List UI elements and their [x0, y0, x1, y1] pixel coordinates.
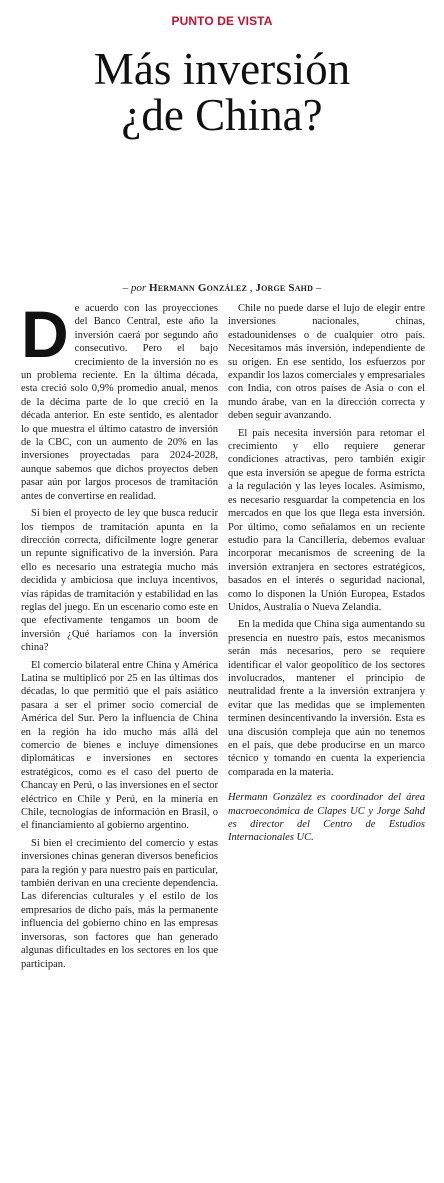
- article-paragraph: Si bien el crecimiento del comercio y estas inversiones chinas generan diversos beneficios para la región y para nuestro país en particular, también derivan en una creciente dependencia. Las diferencias culturales y el estilo de los empresarios de dicho país, más la permanente influencia del gobierno chino en las empresas inversoras, son factores que han generado algunas dificultades en los sectores en los que participan.: [21, 837, 218, 970]
- section-label: PUNTO DE VISTA: [171, 14, 273, 28]
- article-paragraph: Si bien el proyecto de ley que busca reducir los tiempos de tramitación apunta en la dirección correcta, difícilmente logre generar un repunte significativo de la inversión. Para ello es necesario una estrategia mucho más decidida y ambiciosa que incluya incentivos, vías rápidas de tramitación y estabilidad en las reglas del juego. En un escenario como este en que efectivamente tengamos un boom de inversión ¿Qué haríamos con la inversión china?: [21, 508, 218, 654]
- article-column-right: [228, 302, 425, 1162]
- article-paragraph: Chile no puede darse el lujo de elegir entre inversiones nacionales, chinas, estadounidenses o de cualquier otro país. Necesitamos más inversión, independiente de su origen. En ese sentido, los esfuerzos por expandir los lazos comerciales y empresariales con India, con otros países de Asia o con el mundo árabe, van en la dirección correcta y deben seguir avanzando.: [228, 303, 425, 422]
- author-name-2: Jorge Sahd: [255, 282, 314, 294]
- article-paragraph: [21, 297, 218, 503]
- paragraph-text: e acuerdo con las proyecciones del Banco Central, este año la inversión caerá por segundo año consecutivo. Pero el bajo crecimiento de la inversión no es un problema reciente. En la última década, esta creció solo 0,9% promedio anual, menos de la décima parte de lo que creció en la década anterior. En este sentido, es alentador lo que muestra el último catastro de inversión de la CBC, con un aumento de 20% en las inversiones proyectadas para 2024-2028, aunque sabemos que dichos proyectos deben pasar aún por largos procesos de tramitación antes de convertirse en realidad.: [21, 303, 218, 502]
- article-body: [21, 297, 425, 1162]
- article-paragraph: En la medida que China siga aumentando su presencia en nuestro país, estos mecanismos serán más necesarios, pero se requiere identificar el valor geopolítico de los sectores involucrados, mantener el principio de neutralidad frente a la inversión extranjera y evitar que las medidas que se implementen terminen desincentivando la inversión. Esta es una discusión compleja que aún no tenemos en el país, que debe producirse en un marco técnico y tomando en cuenta la experiencia comparada en la materia.: [228, 619, 425, 778]
- drop-cap: D: [21, 297, 69, 371]
- byline-suffix: –: [313, 282, 322, 294]
- article-column-left: [21, 297, 218, 1162]
- byline: [0, 282, 444, 294]
- author-note: Hermann González es coordinador del área macroeconómica de Clapes UC y Jorge Sahd es director del Centro de Estudios Internacionales UC.: [228, 792, 425, 844]
- article-paragraph: El país necesita inversión para retomar el crecimiento y ello requiere generar condiciones atractivas, pero también exigir que esta inversión se apegue de forma estricta a la regulación y las leyes locales. Asimismo, es necesario resguardar la competencia en los mercados en que los que llega esta inversión. Por último, como señalamos en un reciente estudio para la Cancillería, debemos evaluar incorporar mecanismos de screening de la inversión extranjera en sectores estratégicos, basados en el interés o seguridad nacional, como lo disponen la Unión Europea, Estados Unidos, Australia o Nueva Zelandia.: [228, 427, 425, 613]
- headline-line-2: ¿de China?: [121, 90, 323, 140]
- byline-separator: ,: [247, 282, 256, 294]
- byline-prefix: – por: [122, 282, 149, 294]
- headline-line-1: Más inversión: [93, 44, 351, 94]
- author-name-1: Hermann González: [148, 282, 248, 294]
- headline: [0, 46, 444, 138]
- article-paragraph: El comercio bilateral entre China y América Latina se multiplicó por 25 en las últimas dos décadas, lo que permitió que el país asiático pasara a ser el primer socio comercial de América del Sur. Pero la influencia de China en la región ha ido mucho más allá del comercio de bienes e incluye dimensiones diplomáticas e inversiones en sectores estratégicos, como es el caso del puerto de Chancay en Perú, o las inversiones en el sector eléctrico en Chile y Perú, en la minería en Chile, tecnologías de información en Brasil, o el financiamiento al gobierno argentino.: [21, 659, 218, 832]
